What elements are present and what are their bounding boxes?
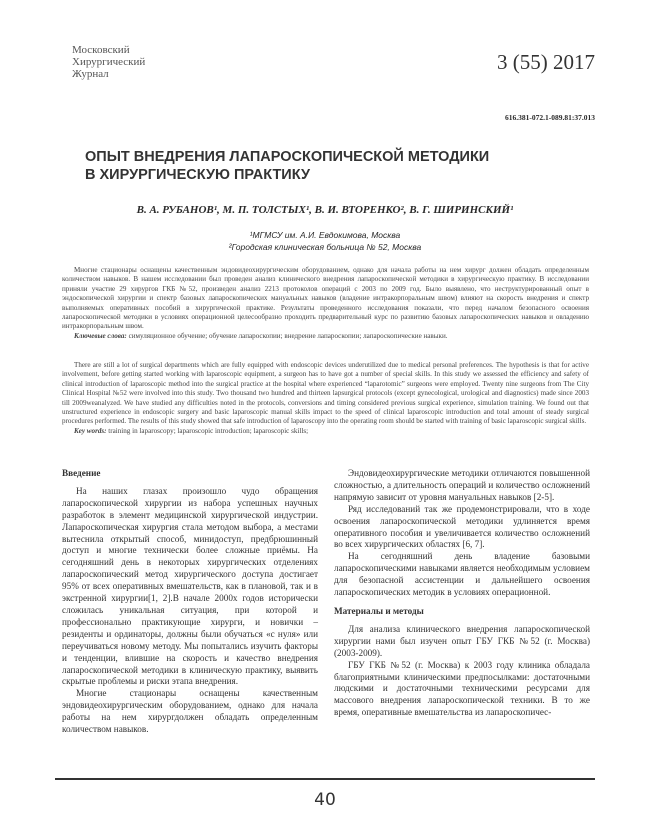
paragraph: Многие стационары оснащены качественным эндовидеохирургическим оборудованием, однако для начала работы на нем хирургдолжен обладать определенным количеством навыков.	[62, 688, 318, 735]
paragraph: На наших глазах произошло чудо обращения лапароскопической хирургии из набора успешных научных разработок в элемент медицинской хирургической индустрии. Лапароскопическая хирургия стала методом выбора, а местами вытеснила открытый способ, минидоступ, предбрюшинный доступ и многие технически более сложные приёмы. На сегодняшний день в некоторых хирургических отделениях лапароскопический метод хирургического доступа достигает 95% от всех оперативных вмешательств, как в плановой, так и в экстренной хирургии[1, 2].В начале 2000х годов исторически сложилась уникальная ситуация, при которой и профессионально практикующие хирурги, и новички – резиденты и ординаторы, должны были обучаться «с нуля» или переучиваться новому методу. Мы попытались изучить факторы и тенденции, влившие на скорость и качество внедрения лапароскопической методики в клиническую практику, выявить скрытые проблемы и риски этапа внедрения.	[62, 485, 318, 687]
authors: В. А. РУБАНОВ¹, М. П. ТОЛСТЫХ¹, В. И. ВТОРЕНКО², В. Г. ШИРИНСКИЙ¹	[136, 204, 514, 216]
paragraph: На сегодняшний день владение базовыми лапароскопическими навыками является необходимым условием для безопасной ассистенции и дальнейшего освоения лапароскопических методик в условиях операционной.	[334, 551, 590, 598]
paragraph: Для анализа клинического внедрения лапароскопической хирургии нами был изучен опыт ГБУ ГКБ №52 (г. Москва) (2003-2009).	[334, 623, 590, 658]
abstract-english	[62, 361, 589, 436]
abstract-russian	[62, 266, 589, 341]
logo-line: Московский	[72, 44, 130, 56]
keywords-label: Key words:	[74, 426, 107, 435]
keywords-label: Ключевые слова:	[74, 331, 127, 340]
udc-code: 616.381-072.1-089.81:37.013	[505, 113, 595, 122]
abstract-text: There are still a lot of surgical departments which are fully equipped with endoscopic devices underutilized due to medical personal preferences. The hypothesis is that for active involvement, before getting started working with laparoscopic equipment, a surgeon has to have got a number of special skills. In this study we assessed the efficiency and safety of clinical introduction of laparoscopic method into the surgical practice at the hospital where experienced “laparotomic” surgeons were employed. Twenty nine surgeons from The City Clinical Hospital №52 were involved into this study. Two thousand two hundred and thirteen lapsurgical protocols (except gynecological, urological and diagnostics) made since 2003 till 2009weanalyzed. We have studied any difficulties noted in the protocols, conversions and timing considered previous surgical experience, simulation training. We found out that unstructured experience in endoscopic surgery and basic laparoscopic manual skills impact to the speed of clinical laparoscopic introduction and total amount of steady surgical procedures performed. The results of this study showed that safe introduction of laparoscopy into the operating room should be started with training of basic laparoscopic surgical skills.	[62, 361, 589, 426]
footer-divider	[55, 778, 595, 780]
title-line: В ХИРУРГИЧЕСКУЮ ПРАКТИКУ	[85, 167, 310, 183]
keywords-ru	[62, 332, 589, 341]
article-title	[85, 148, 489, 184]
abstract-text: Многие стационары оснащены качественным эндовидеохирургическим оборудованием, однако для начала работы на нем хирург должен обладать определенным количеством навыков. В нашем исследовании был проведен анализ клинического внедрения лапароскопической методики в хирургическую практику. В исследовании приняли участие 29 хирургов ГКБ №52, произведен анализ 2213 протоколов операций с 2003 по 2009 год. Было выявлено, что неструктурированный опыт в эндоскопической хирургии и спектр базовых лапароскопических мануальных навыков (владение интракорпоральным швом) влияют на скорость внедрения и спектр выполняемых оперативных пособий в хирургической практике. Результаты проведенного исследования показали, что перед началом безопасного освоения лапароскопической методики в условиях операционной целесообразно проходить предварительный курс по развитию базовых лапароскопических навыков и овладению интракорпоральным швом.	[62, 266, 589, 331]
logo-line: Журнал	[72, 68, 109, 80]
keywords-text: training in laparoscopy; laparoscopic introduction; laparoscopic skills;	[106, 426, 309, 435]
paragraph: Ряд исследований так же продемонстрировали, что в ходе освоения лапароскопической методики удлиняется время оперативного пособия и увеличивается количество осложнений во всех хирургических областях [6, 7].	[334, 503, 590, 550]
paragraph: Эндовидеохирургические методики отличаются повышенной сложностью, а длительность операций и количество осложнений напрямую зависит от уровня мануальных навыков [2-5].	[334, 468, 590, 502]
paragraph: ГБУ ГКБ №52 (г. Москва) к 2003 году клиника обладала благоприятными клиническими предпосылками: достаточными людскими и достаточными техническими ресурсами для массового внедрения лапароскопической техники. В то же время, оперативные вмешательства из лапароскопичес-	[334, 659, 590, 718]
section-heading-introduction: Введение	[62, 468, 101, 478]
right-column	[334, 468, 590, 719]
affiliations	[0, 229, 650, 253]
section-heading-methods: Материалы и методы	[334, 605, 424, 616]
issue-number: 3 (55) 2017	[497, 50, 595, 74]
keywords-en	[62, 427, 589, 436]
page-number: 40	[314, 790, 336, 810]
keywords-text: симуляционное обучение; обучение лапароскопии; внедрение лапароскопии; лапароскопические навыки.	[126, 331, 448, 340]
affiliation: ²Городская клиническая больница № 52, Москва	[228, 242, 422, 252]
logo-line: Хирургический	[72, 56, 146, 68]
title-line: ОПЫТ ВНЕДРЕНИЯ ЛАПАРОСКОПИЧЕСКОЙ МЕТОДИКИ	[85, 149, 490, 165]
left-column	[62, 468, 318, 736]
affiliation: ¹МГМСУ им. А.И. Евдокимова, Москва	[249, 230, 401, 240]
journal-logo	[72, 44, 145, 80]
